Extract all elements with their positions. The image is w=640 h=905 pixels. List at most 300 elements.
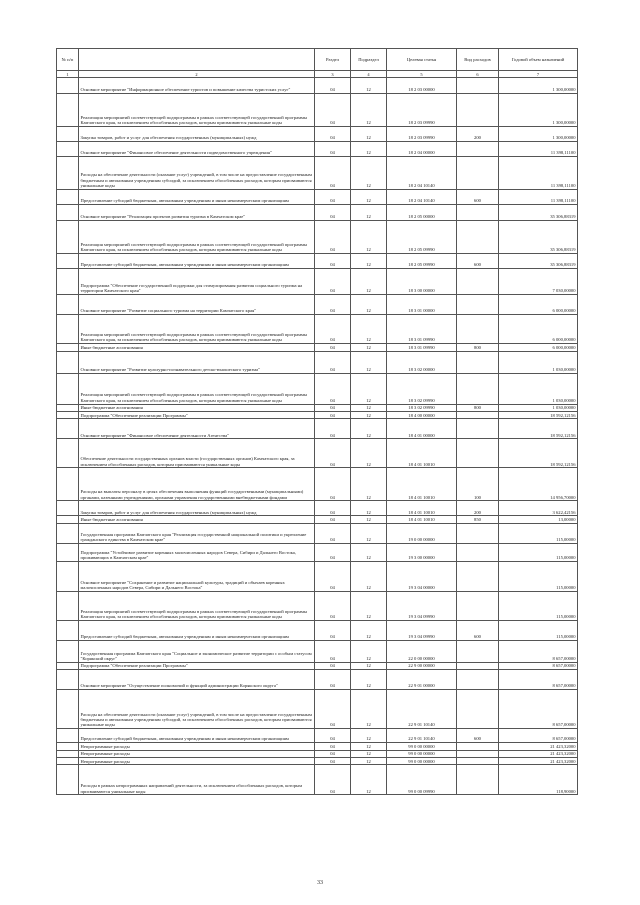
cell-target: 19 0 00 00000 (387, 523, 457, 543)
table-body (57, 78, 578, 795)
cell-expense (457, 269, 499, 295)
cell-target: 18 2 05 00000 (387, 205, 457, 221)
cell-section: 04 (315, 269, 351, 295)
table-row (57, 743, 578, 750)
cell-target: 18 3 01 00000 (387, 295, 457, 315)
cell-name: Основное мероприятие "Сохранение и развитие национальной культуры, традиций и обычаев коренных малочисленных народов Севера, Сибири и Дальнего Востока" (79, 561, 315, 591)
table-row (57, 351, 578, 373)
cell-expense: 600 (457, 190, 499, 205)
header-section: Раздел (315, 49, 351, 71)
cell-name: Закупка товаров, работ и услуг для обеспечения государственных (муниципальных) нужд (79, 501, 315, 516)
cell-num (57, 640, 79, 662)
cell-num (57, 670, 79, 690)
header-num: № п/п (57, 49, 79, 71)
cell-expense (457, 78, 499, 94)
cell-section: 04 (315, 758, 351, 765)
cell-num (57, 404, 79, 411)
cell-amount: 8 657,00000 (499, 662, 578, 669)
cell-name: Основное мероприятие "Развитие социального туризма на территории Камчатского края" (79, 295, 315, 315)
cell-expense (457, 743, 499, 750)
table-row (57, 516, 578, 523)
cell-subsection: 12 (351, 190, 387, 205)
cell-name: Государственная программа Камчатского края "Реализация государственной национальной политики и укрепление гражданского единства в Камчатском крае" (79, 523, 315, 543)
cell-expense (457, 351, 499, 373)
cell-target: 99 0 00 00000 (387, 750, 457, 757)
cell-expense (457, 419, 499, 439)
cell-target: 22 9 01 10140 (387, 690, 457, 729)
cell-target: 18 4 01 10010 (387, 501, 457, 516)
table-row (57, 690, 578, 729)
cell-num (57, 94, 79, 127)
cell-section: 04 (315, 157, 351, 190)
cell-amount: 1 030,00000 (499, 373, 578, 404)
cell-target: 22 9 01 00000 (387, 670, 457, 690)
cell-section: 04 (315, 419, 351, 439)
cell-subsection: 12 (351, 412, 387, 419)
cell-num (57, 743, 79, 750)
cell-section: 04 (315, 729, 351, 743)
table-row (57, 344, 578, 351)
cell-expense (457, 543, 499, 561)
table-row (57, 412, 578, 419)
cell-expense (457, 750, 499, 757)
cell-target: 18 2 04 10140 (387, 190, 457, 205)
cell-name: Основное мероприятие "Информационное обеспечение туристов и повышение качества туристских услуг" (79, 78, 315, 94)
cell-section: 04 (315, 404, 351, 411)
table-row (57, 142, 578, 157)
cell-target: 18 4 01 10010 (387, 516, 457, 523)
table-row (57, 501, 578, 516)
cell-name: Подпрограмма "Обеспечение реализации Программы" (79, 662, 315, 669)
cell-num (57, 729, 79, 743)
cell-expense (457, 94, 499, 127)
cell-name: Иные бюджетные ассигнования (79, 344, 315, 351)
cell-target: 99 0 00 09990 (387, 765, 457, 795)
col-number: 5 (387, 71, 457, 78)
cell-target: 18 3 00 00000 (387, 269, 457, 295)
cell-target: 18 2 03 00000 (387, 78, 457, 94)
cell-name: Основное мероприятие "Финансовое обеспечение деятельности подведомственного учреждения" (79, 142, 315, 157)
cell-subsection: 12 (351, 78, 387, 94)
cell-num (57, 561, 79, 591)
cell-section: 04 (315, 743, 351, 750)
cell-subsection: 12 (351, 765, 387, 795)
col-number: 3 (315, 71, 351, 78)
col-number: 7 (499, 71, 578, 78)
cell-section: 04 (315, 690, 351, 729)
cell-num (57, 501, 79, 516)
cell-name: Реализация мероприятий соответствующей подпрограммы в рамках соответствующей государственной программы Камчатского края, за исключением обособленных расходов, которым присваиваются уникальные коды (79, 221, 315, 254)
cell-section: 04 (315, 523, 351, 543)
cell-subsection: 12 (351, 640, 387, 662)
cell-section: 04 (315, 765, 351, 795)
cell-name: Основное мероприятие "Финансовое обеспечение деятельности Агентства" (79, 419, 315, 439)
table-row (57, 127, 578, 142)
cell-amount: 35 306,88319 (499, 221, 578, 254)
cell-target: 18 2 04 00000 (387, 142, 457, 157)
cell-name: Расходы на обеспечение деятельности (оказание услуг) учреждений, в том числе на предоставление государственным бюджетным и автономным учреждениям субсидий, за исключением обособленных расходов, которым присваиваются уникальные коды (79, 690, 315, 729)
cell-name: Реализация мероприятий соответствующей подпрограммы в рамках соответствующей государственной программы Камчатского края, за исключением обособленных расходов, которым присваиваются уникальные коды (79, 315, 315, 344)
cell-section: 04 (315, 662, 351, 669)
cell-name: Иные бюджетные ассигнования (79, 516, 315, 523)
col-number: 2 (79, 71, 315, 78)
cell-amount: 21 423,32000 (499, 743, 578, 750)
cell-name: Непрограммные расходы (79, 743, 315, 750)
cell-name: Закупка товаров, работ и услуг для обеспечения государственных (муниципальных) нужд (79, 127, 315, 142)
cell-target: 18 2 03 09990 (387, 94, 457, 127)
cell-amount: 18 592,12156 (499, 419, 578, 439)
cell-expense (457, 142, 499, 157)
cell-num (57, 439, 79, 468)
cell-num (57, 157, 79, 190)
cell-expense: 800 (457, 344, 499, 351)
cell-target: 19 3 04 09990 (387, 591, 457, 620)
cell-section: 04 (315, 94, 351, 127)
cell-section: 04 (315, 315, 351, 344)
cell-subsection: 12 (351, 295, 387, 315)
cell-subsection: 12 (351, 750, 387, 757)
cell-section: 04 (315, 127, 351, 142)
cell-expense: 200 (457, 127, 499, 142)
cell-section: 04 (315, 412, 351, 419)
table-row (57, 765, 578, 795)
table-row (57, 439, 578, 468)
cell-section: 04 (315, 142, 351, 157)
cell-num (57, 190, 79, 205)
cell-name: Обеспечение деятельности государственных органов власти (государственных органов) Камчатского края, за исключением обособленных расходов, которым присваиваются уникальные коды (79, 439, 315, 468)
header-subsection: Подраздел (351, 49, 387, 71)
cell-subsection: 12 (351, 543, 387, 561)
cell-num (57, 78, 79, 94)
cell-expense (457, 157, 499, 190)
cell-section: 04 (315, 620, 351, 640)
table-row (57, 404, 578, 411)
cell-expense (457, 758, 499, 765)
cell-num (57, 269, 79, 295)
cell-num (57, 591, 79, 620)
cell-name: Основное мероприятие "Осуществление полномочий и функций администрации Корякского округа" (79, 670, 315, 690)
cell-num (57, 419, 79, 439)
cell-amount: 21 423,32000 (499, 758, 578, 765)
cell-section: 04 (315, 373, 351, 404)
table-row (57, 221, 578, 254)
cell-section: 04 (315, 468, 351, 501)
cell-amount: 1 300,00000 (499, 78, 578, 94)
cell-amount: 11 398,11100 (499, 190, 578, 205)
cell-target: 18 3 02 00000 (387, 351, 457, 373)
cell-num (57, 765, 79, 795)
cell-expense (457, 561, 499, 591)
cell-amount: 35 306,88319 (499, 205, 578, 221)
cell-target: 18 2 03 09990 (387, 127, 457, 142)
cell-target: 19 3 04 00000 (387, 561, 457, 591)
cell-name: Иные бюджетные ассигнования (79, 404, 315, 411)
cell-subsection: 12 (351, 758, 387, 765)
cell-target: 18 2 04 10140 (387, 157, 457, 190)
cell-subsection: 12 (351, 743, 387, 750)
cell-target: 18 2 05 09990 (387, 254, 457, 269)
cell-target: 18 4 01 00000 (387, 419, 457, 439)
cell-subsection: 12 (351, 419, 387, 439)
cell-subsection: 12 (351, 404, 387, 411)
cell-expense (457, 295, 499, 315)
cell-num (57, 351, 79, 373)
cell-subsection: 12 (351, 269, 387, 295)
cell-expense (457, 221, 499, 254)
cell-name: Расходы в рамках непрограммных направлений деятельности, за исключением обособленных расходов, которым присваиваются уникальные коды (79, 765, 315, 795)
table-row (57, 157, 578, 190)
table-header (57, 49, 578, 78)
cell-subsection: 12 (351, 523, 387, 543)
cell-expense: 800 (457, 404, 499, 411)
cell-subsection: 12 (351, 439, 387, 468)
cell-target: 18 3 01 09990 (387, 344, 457, 351)
cell-expense (457, 640, 499, 662)
cell-amount: 11 398,11100 (499, 157, 578, 190)
cell-name: Непрограммные расходы (79, 758, 315, 765)
cell-subsection: 12 (351, 662, 387, 669)
cell-name: Предоставление субсидий бюджетным, автономным учреждениям и иным некоммерческим организациям (79, 190, 315, 205)
cell-section: 04 (315, 750, 351, 757)
cell-num (57, 523, 79, 543)
cell-expense (457, 690, 499, 729)
table-row (57, 620, 578, 640)
cell-num (57, 127, 79, 142)
cell-amount: 1 030,00000 (499, 404, 578, 411)
budget-table (56, 48, 578, 795)
cell-target: 19 3 00 00000 (387, 543, 457, 561)
cell-section: 04 (315, 344, 351, 351)
cell-name: Подпрограмма "Обеспечение государственной поддержки для стимулирования развития социального туризма на территории Камчатского края" (79, 269, 315, 295)
cell-name: Основное мероприятие "Реализация проектов развития туризма в Камчатском крае" (79, 205, 315, 221)
cell-subsection: 12 (351, 690, 387, 729)
table-row (57, 662, 578, 669)
cell-name: Непрограммные расходы (79, 750, 315, 757)
cell-num (57, 315, 79, 344)
table-row (57, 315, 578, 344)
cell-num (57, 620, 79, 640)
table-row (57, 419, 578, 439)
cell-amount: 118,90000 (499, 765, 578, 795)
cell-name: Основное мероприятие "Развитие культурно-познавательного детско-юношеского туризма" (79, 351, 315, 373)
cell-expense (457, 412, 499, 419)
cell-num (57, 254, 79, 269)
cell-target: 22 9 01 10140 (387, 729, 457, 743)
cell-subsection: 12 (351, 205, 387, 221)
table-row (57, 561, 578, 591)
cell-expense: 850 (457, 516, 499, 523)
table-row (57, 269, 578, 295)
cell-section: 04 (315, 439, 351, 468)
cell-num (57, 344, 79, 351)
cell-amount: 115,00000 (499, 523, 578, 543)
cell-expense (457, 439, 499, 468)
cell-name: Расходы на выплаты персоналу в целях обеспечения выполнения функций государственными (муниципальными) органами, казенными учреждениями, органами управления государственными внебюджетными фондами (79, 468, 315, 501)
cell-num (57, 690, 79, 729)
cell-section: 04 (315, 205, 351, 221)
cell-target: 19 3 04 09990 (387, 620, 457, 640)
table-row (57, 670, 578, 690)
table-row (57, 78, 578, 94)
table-row (57, 523, 578, 543)
cell-subsection: 12 (351, 127, 387, 142)
cell-subsection: 12 (351, 254, 387, 269)
cell-amount: 115,00000 (499, 620, 578, 640)
cell-expense: 600 (457, 254, 499, 269)
cell-expense (457, 670, 499, 690)
cell-target: 22 9 00 00000 (387, 662, 457, 669)
cell-num (57, 758, 79, 765)
cell-subsection: 12 (351, 351, 387, 373)
table-row (57, 591, 578, 620)
col-number: 6 (457, 71, 499, 78)
header-name (79, 49, 315, 71)
cell-section: 04 (315, 591, 351, 620)
cell-expense (457, 315, 499, 344)
cell-num (57, 750, 79, 757)
cell-subsection: 12 (351, 516, 387, 523)
cell-target: 18 2 05 09990 (387, 221, 457, 254)
cell-amount: 13,00000 (499, 516, 578, 523)
cell-subsection: 12 (351, 344, 387, 351)
cell-section: 04 (315, 295, 351, 315)
cell-expense: 100 (457, 468, 499, 501)
table-row (57, 640, 578, 662)
cell-target: 22 0 00 00000 (387, 640, 457, 662)
table-row (57, 729, 578, 743)
table-row (57, 373, 578, 404)
cell-subsection: 12 (351, 468, 387, 501)
cell-section: 04 (315, 221, 351, 254)
table-row (57, 254, 578, 269)
cell-target: 18 4 00 00000 (387, 412, 457, 419)
cell-amount: 8 657,00000 (499, 670, 578, 690)
cell-name: Подпрограмма "Обеспечение реализации Программы" (79, 412, 315, 419)
cell-name: Предоставление субсидий бюджетным, автономным учреждениям и иным некоммерческим организациям (79, 729, 315, 743)
cell-expense: 200 (457, 501, 499, 516)
cell-num (57, 543, 79, 561)
cell-name: Предоставление субсидий бюджетным, автономным учреждениям и иным некоммерческим организациям (79, 254, 315, 269)
cell-subsection: 12 (351, 142, 387, 157)
cell-target: 18 3 02 09990 (387, 373, 457, 404)
cell-subsection: 12 (351, 591, 387, 620)
cell-expense (457, 205, 499, 221)
cell-target: 18 3 01 09990 (387, 315, 457, 344)
cell-expense (457, 373, 499, 404)
cell-target: 18 3 02 09990 (387, 404, 457, 411)
cell-subsection: 12 (351, 501, 387, 516)
cell-amount: 1 030,00000 (499, 351, 578, 373)
cell-amount: 6 000,00000 (499, 295, 578, 315)
page-number: 33 (317, 880, 323, 886)
cell-amount: 3 622,42156 (499, 501, 578, 516)
cell-subsection: 12 (351, 729, 387, 743)
cell-target: 99 0 00 00000 (387, 758, 457, 765)
cell-amount: 6 000,00000 (499, 344, 578, 351)
table-row (57, 295, 578, 315)
cell-num (57, 412, 79, 419)
col-number: 4 (351, 71, 387, 78)
cell-subsection: 12 (351, 221, 387, 254)
cell-section: 04 (315, 351, 351, 373)
cell-subsection: 12 (351, 561, 387, 591)
cell-subsection: 12 (351, 670, 387, 690)
cell-subsection: 12 (351, 373, 387, 404)
cell-amount: 21 423,32000 (499, 750, 578, 757)
cell-num (57, 662, 79, 669)
cell-name: Предоставление субсидий бюджетным, автономным учреждениям и иным некоммерческим организациям (79, 620, 315, 640)
cell-name: Расходы на обеспечение деятельности (оказание услуг) учреждений, в том числе на предоставление государственным бюджетным и автономным учреждениям субсидий, за исключением обособленных расходов, которым присваиваются уникальные коды (79, 157, 315, 190)
cell-subsection: 12 (351, 315, 387, 344)
cell-section: 04 (315, 254, 351, 269)
cell-amount: 14 956,70000 (499, 468, 578, 501)
cell-expense (457, 662, 499, 669)
cell-amount: 8 657,00000 (499, 729, 578, 743)
cell-amount: 11 398,11100 (499, 142, 578, 157)
cell-num (57, 221, 79, 254)
cell-amount: 1 300,00000 (499, 94, 578, 127)
cell-target: 99 0 00 00000 (387, 743, 457, 750)
table-row (57, 190, 578, 205)
cell-section: 04 (315, 670, 351, 690)
cell-amount: 8 657,00000 (499, 690, 578, 729)
cell-amount: 6 000,00000 (499, 315, 578, 344)
cell-amount: 18 592,12156 (499, 412, 578, 419)
cell-amount: 35 306,88319 (499, 254, 578, 269)
cell-section: 04 (315, 561, 351, 591)
cell-amount: 8 657,00000 (499, 640, 578, 662)
cell-amount: 115,00000 (499, 561, 578, 591)
cell-expense (457, 591, 499, 620)
column-number-row (57, 71, 578, 78)
table-row (57, 758, 578, 765)
cell-section: 04 (315, 190, 351, 205)
cell-num (57, 373, 79, 404)
cell-section: 04 (315, 640, 351, 662)
table-row (57, 205, 578, 221)
cell-name: Реализация мероприятий соответствующей подпрограммы в рамках соответствующей государственной программы Камчатского края, за исключением обособленных расходов, которым присваиваются уникальные коды (79, 94, 315, 127)
cell-amount: 115,00000 (499, 591, 578, 620)
cell-expense (457, 523, 499, 543)
cell-expense (457, 765, 499, 795)
cell-expense: 600 (457, 620, 499, 640)
cell-subsection: 12 (351, 620, 387, 640)
table-row (57, 94, 578, 127)
cell-num (57, 468, 79, 501)
cell-num (57, 295, 79, 315)
cell-num (57, 205, 79, 221)
cell-target: 18 4 01 10010 (387, 439, 457, 468)
cell-amount: 7 030,00000 (499, 269, 578, 295)
cell-expense: 600 (457, 729, 499, 743)
cell-section: 04 (315, 543, 351, 561)
cell-section: 04 (315, 501, 351, 516)
cell-target: 18 4 01 10010 (387, 468, 457, 501)
header-total: Годовой объем назначений (499, 49, 578, 71)
cell-name: Реализация мероприятий соответствующей подпрограммы в рамках соответствующей государственной программы Камчатского края, за исключением обособленных расходов, которым присваиваются уникальные коды (79, 591, 315, 620)
cell-name: Государственная программа Камчатского края "Социальное и экономическое развитие территории с особым статусом "Корякский округ" (79, 640, 315, 662)
cell-subsection: 12 (351, 94, 387, 127)
cell-amount: 18 592,12156 (499, 439, 578, 468)
cell-num (57, 516, 79, 523)
col-number: 1 (57, 71, 79, 78)
cell-amount: 115,00000 (499, 543, 578, 561)
cell-section: 04 (315, 516, 351, 523)
table-row (57, 750, 578, 757)
cell-name: Реализация мероприятий соответствующей подпрограммы в рамках соответствующей государственной программы Камчатского края, за исключением обособленных расходов, которым присваиваются уникальные коды (79, 373, 315, 404)
table-row (57, 543, 578, 561)
cell-amount: 1 300,00000 (499, 127, 578, 142)
